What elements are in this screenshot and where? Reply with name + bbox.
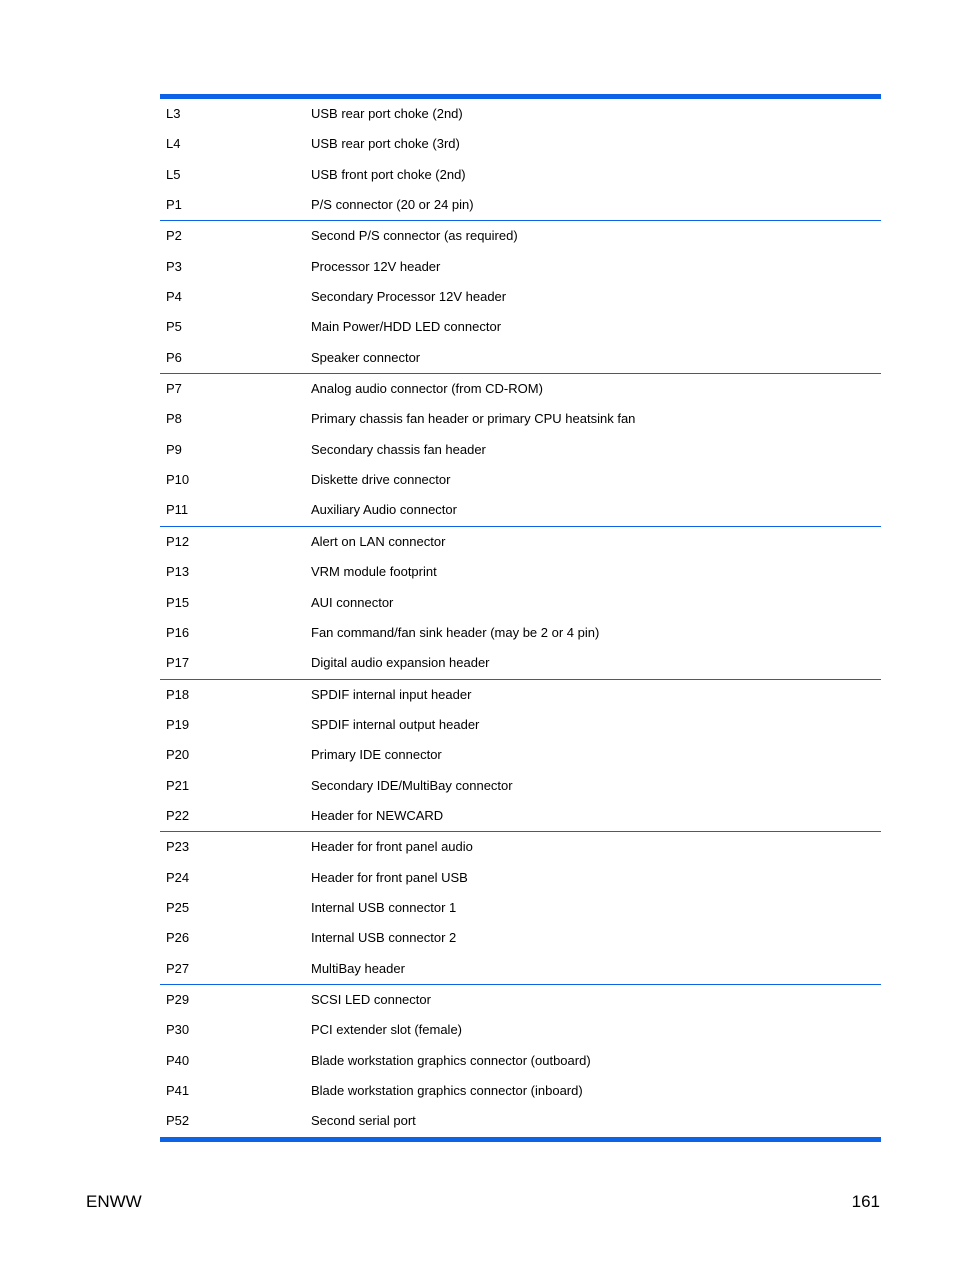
ref-cell: P18 — [166, 686, 190, 702]
table-row — [160, 465, 881, 495]
desc-cell: Primary chassis fan header or primary CPU heatsink fan — [311, 411, 636, 427]
table-row — [160, 495, 881, 526]
page-number: 161 — [851, 1192, 880, 1211]
ref-cell: P10 — [166, 472, 190, 488]
table-row — [160, 618, 881, 648]
table-row — [160, 710, 881, 740]
table-row — [160, 740, 881, 770]
ref-cell: P25 — [166, 899, 190, 915]
ref-cell: P17 — [160, 648, 305, 679]
table-row — [160, 679, 881, 710]
ref-cell: P22 — [160, 801, 305, 832]
ref-cell: P3 — [166, 258, 182, 274]
table-row — [160, 832, 881, 863]
desc-cell: Secondary IDE/MultiBay connector — [311, 777, 513, 793]
ref-cell: P52 — [166, 1113, 190, 1129]
desc-cell: MultiBay header — [305, 954, 881, 985]
ref-cell: P2 — [166, 228, 182, 244]
table-row — [160, 312, 881, 342]
table-row — [160, 893, 881, 923]
desc-cell: Blade workstation graphics connector (outboard) — [311, 1052, 591, 1068]
ref-cell: P9 — [166, 441, 182, 457]
ref-cell: P8 — [166, 411, 182, 427]
desc-cell: Header for NEWCARD — [305, 801, 881, 832]
table-row — [160, 282, 881, 312]
table-row — [160, 801, 881, 832]
ref-cell: P1 — [160, 190, 305, 221]
table-row — [160, 190, 881, 221]
desc-cell: SCSI LED connector — [311, 991, 431, 1007]
ref-cell: P21 — [166, 777, 190, 793]
table-row — [160, 863, 881, 893]
desc-cell: Fan command/fan sink header (may be 2 or 4 pin) — [311, 624, 600, 640]
desc-cell: AUI connector — [311, 594, 394, 610]
ref-cell: P11 — [160, 495, 305, 526]
ref-cell: L3 — [166, 106, 181, 121]
desc-cell: Auxiliary Audio connector — [305, 495, 881, 526]
desc-cell: Speaker connector — [305, 343, 881, 374]
desc-cell: Header for front panel USB — [311, 869, 468, 885]
ref-cell: P6 — [160, 343, 305, 374]
ref-cell: P19 — [166, 716, 190, 732]
desc-cell: Alert on LAN connector — [311, 533, 446, 549]
ref-cell: P24 — [166, 869, 190, 885]
ref-cell: P4 — [166, 289, 182, 305]
table-row — [160, 557, 881, 587]
table-row — [160, 1106, 881, 1139]
ref-cell: L4 — [166, 136, 181, 152]
desc-cell: Digital audio expansion header — [305, 648, 881, 679]
table-row — [160, 526, 881, 557]
ref-cell: P26 — [166, 930, 190, 946]
table-row — [160, 404, 881, 434]
desc-cell: Secondary chassis fan header — [311, 441, 486, 457]
table-row — [160, 97, 881, 130]
desc-cell: PCI extender slot (female) — [311, 1022, 463, 1038]
desc-cell: Secondary Processor 12V header — [311, 289, 507, 305]
desc-cell: Processor 12V header — [311, 258, 441, 274]
ref-cell: P16 — [166, 624, 190, 640]
desc-cell: Primary IDE connector — [311, 747, 442, 763]
table-row — [160, 923, 881, 953]
desc-cell: Diskette drive connector — [311, 472, 451, 488]
table-row — [160, 648, 881, 679]
desc-cell: USB front port choke (2nd) — [311, 166, 466, 182]
table-row — [160, 129, 881, 159]
ref-cell: P12 — [166, 533, 190, 549]
desc-cell: SPDIF internal input header — [311, 686, 472, 702]
desc-cell: Second P/S connector (as required) — [311, 228, 518, 244]
desc-cell: VRM module footprint — [311, 564, 437, 580]
desc-cell: Blade workstation graphics connector (inboard) — [311, 1083, 583, 1098]
table-row — [160, 343, 881, 374]
desc-cell: Second serial port — [311, 1113, 416, 1129]
desc-cell: Header for front panel audio — [311, 839, 473, 855]
desc-cell: Internal USB connector 1 — [311, 899, 457, 915]
table-row — [160, 588, 881, 618]
table-row — [160, 374, 881, 405]
table-row — [160, 1076, 881, 1106]
ref-cell: P7 — [166, 381, 182, 397]
desc-cell: SPDIF internal output header — [311, 716, 480, 732]
table-row — [160, 1015, 881, 1045]
desc-cell: USB rear port choke (3rd) — [311, 136, 460, 152]
table-row — [160, 771, 881, 801]
desc-cell: USB rear port choke (2nd) — [311, 106, 463, 121]
table-row — [160, 252, 881, 282]
ref-cell: P40 — [166, 1052, 190, 1068]
footer-doc-code: ENWW — [86, 1192, 142, 1211]
ref-cell: P41 — [166, 1083, 190, 1098]
desc-cell: Analog audio connector (from CD-ROM) — [311, 381, 543, 397]
table-row — [160, 221, 881, 252]
ref-cell: P5 — [166, 319, 182, 335]
table-row — [160, 984, 881, 1015]
designator-table — [160, 94, 881, 1142]
ref-cell: P29 — [166, 991, 190, 1007]
ref-cell: P30 — [166, 1022, 190, 1038]
desc-cell: Main Power/HDD LED connector — [311, 319, 502, 335]
desc-cell: P/S connector (20 or 24 pin) — [305, 190, 881, 221]
ref-cell: P13 — [166, 564, 190, 580]
table-row — [160, 160, 881, 190]
ref-cell: P15 — [166, 594, 190, 610]
ref-cell: L5 — [166, 166, 181, 182]
ref-cell: P23 — [166, 839, 190, 855]
desc-cell: Internal USB connector 2 — [311, 930, 457, 946]
table-row — [160, 1046, 881, 1076]
table-row — [160, 954, 881, 985]
ref-cell: P20 — [166, 747, 190, 763]
table-row — [160, 435, 881, 465]
ref-cell: P27 — [160, 954, 305, 985]
